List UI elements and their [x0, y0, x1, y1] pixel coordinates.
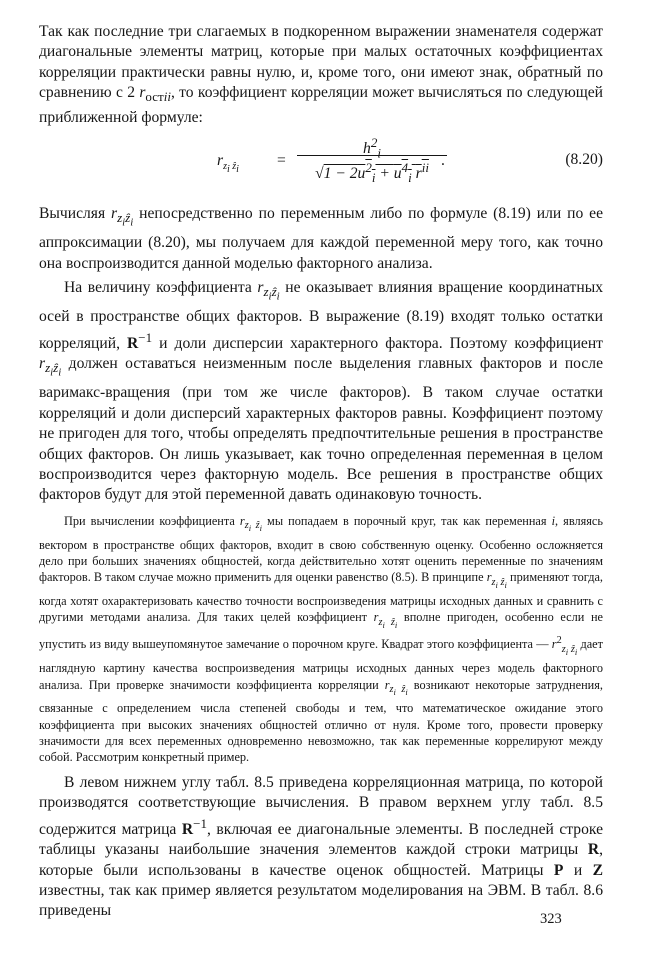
formula-lhs: $r_{z_i ẑ_i}$ — [217, 152, 239, 176]
formula-end: . — [441, 152, 445, 170]
paragraph-3: На величину коэффициента $r_{z_iẑ_i}$ не оказывает влияния вращение координатных осей в пространстве общих факторов. В выражение (8.19) входят только остатки корреляций, $R^{-1}$ и доли дисперсии характерного фактора. Поэтому коэффициент $r_{z_iẑ_i}$ должен оставаться неизменным после выделения главных факторов и после варимакс-вращения (при том же числе факторов). В таком случае остатки корреляций и доли дисперсий характерных факторов равны. Коэффициент поэтому не пригоден для того, чтобы определять предпочтительные решения в пространстве общих факторов. Он лишь указывает, как точно определенная переменная в целом воспроизводится через факторную модель. Все решения в пространстве общих факторов будут для этой переменной давать одинаковую точность. — [39, 279, 603, 504]
paragraph-4-small: При вычислении коэффициента $r_{z_i ẑ_i}$ мы попадаем в порочный круг, так как переменная i, являясь вектором в пространстве общих факторов, входит в свою собственную оценку. Особенно осложняется дело при больших значениях общностей, когда действительно хотят оценить переменные по значениям факторов. В таком случае можно применить для оценки равенство (8.5). В принципе $r_{z_i ẑ_i}$ применяют тогда, когда хотят охарактеризовать качество точности воспроизведения матрицы исходных данных и сравнить с другими методами анализа. Для таких целей коэффициент $r_{z_i ẑ_i}$ вполне пригоден, особенно если не упустить из виду вышеупомянутое замечание о порочном круге. Квадрат этого коэффициента — $r^2_{z_i ẑ_i}$ дает наглядную картину качества воспроизведения матрицы исходных данных через модель факторного анализа. При проверке значимости коэффициента корреляции $r_{z_i ẑ_i}$ возникают некоторые затруднения, связанные с определением числа степеней свободы и тем, что математическое ожидание этого коэффициента при высоких значениях общностей отлично от нуля. Кроме того, провести проверку значимости для всех переменных одновременно невозможно, так как переменные коррелируют между собой. Рассмотрим конкретный пример. — [39, 513, 603, 765]
formula-fraction — [297, 132, 447, 188]
formula-denominator: $√1 - 2u^2_i + u^4_i$ $r^{ii}$ — [315, 160, 429, 186]
formula-numerator: $h^2_i$ — [363, 135, 381, 161]
page-number: 323 — [540, 911, 562, 927]
paragraph-5: В левом нижнем углу табл. 8.5 приведена корреляционная матрица, по которой производятся соответствующие вычисления. В правом верхнем углу табл. 8.5 содержится матрица $R^{-1}$, включая ее диагональные элементы. В последней строке таблицы указаны наибольшие значения элементов каждой строки матрицы R, которые были использованы в качестве оценок общностей. Матрицы P и Z известны, так как пример является результатом моделирования на ЭВМ. В табл. 8.6 приведены — [39, 773, 603, 920]
formula-equals: = — [277, 152, 286, 170]
formula-8-20 — [39, 132, 603, 198]
document-page — [39, 22, 603, 922]
paragraph-1: Так как последние три слагаемых в подкоренном выражении знаменателя содержат диагональные элементы матриц, которые при малых остаточных коэффициентах корреляции практически равны нулю, и, кроме того, они имеют знак, обратный по сравнению с 2 $r_{остii}$, то коэффициент корреляции может вычисляться по следующей приближенной формуле: — [39, 23, 603, 126]
paragraph-2: Вычисляя $r_{z_iẑ_i}$ непосредственно по переменным либо по формуле (8.19) или по ее аппроксимации (8.20), мы получаем для каждой переменной меру того, как точно она воспроизводится данной моделью факторного анализа. — [39, 205, 603, 272]
fraction-bar — [297, 155, 447, 156]
formula-number: (8.20) — [565, 151, 603, 169]
